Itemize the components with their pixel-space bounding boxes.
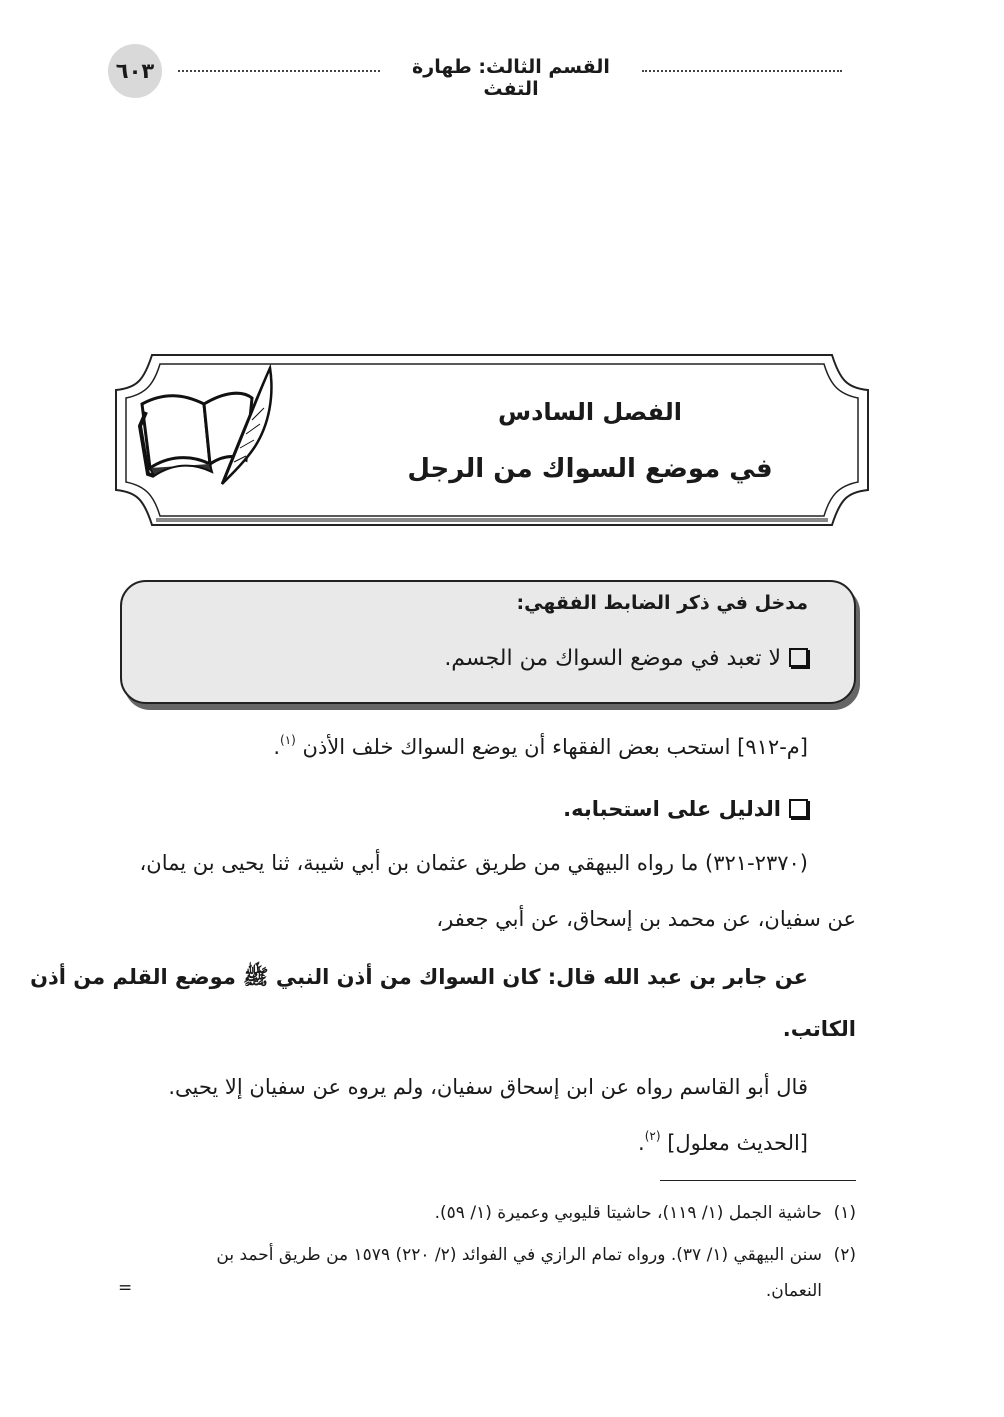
footnote-text: حاشية الجمل (١/ ١١٩)، حاشيتا قليوبي وعميرة (١/ ٥٩). (434, 1203, 822, 1223)
checkbox-bullet-icon (789, 799, 808, 818)
hadith-verdict (638, 1128, 808, 1161)
paragraph-issue (273, 732, 808, 765)
page-number: ٦٠٣ (108, 44, 162, 98)
footnote-2-continued: النعمان. (765, 1281, 822, 1301)
hadith-isnad-line2: عن سفيان، عن محمد بن إسحاق، عن أبي جعفر، (436, 907, 856, 931)
intro-heading: مدخل في ذكر الضابط الفقهي: (516, 592, 808, 614)
checkbox-bullet-icon (789, 648, 808, 667)
footnote-text: سنن البيهقي (١/ ٣٧). ورواه تمام الرازي في الفوائد (٢/ ٢٢٠) ١٥٧٩ من طريق أحمد بن (216, 1245, 822, 1265)
footnote-number: (٢) (833, 1245, 856, 1265)
chapter-title: الفصل السادس (497, 398, 683, 426)
paragraph-issue-text: [م-٩١٢] استحب بعض الفقهاء أن يوضع السواك خلف الأذن (302, 735, 808, 759)
header-dots-left (178, 70, 380, 72)
narrator-comment: قال أبو القاسم رواه عن ابن إسحاق سفيان، ولم يروه عن سفيان إلا يحيى. (168, 1075, 808, 1099)
paragraph-issue-end: . (273, 735, 280, 759)
footnote-ref-2: (٢) (644, 1129, 661, 1143)
evidence-heading (563, 794, 808, 824)
footnote-separator (660, 1180, 856, 1181)
hadith-verdict-text: [الحديث معلول] (667, 1131, 808, 1155)
running-title: القسم الثالث: طهارة التفث (412, 56, 610, 100)
chapter-subtitle: في موضع السواك من الرجل (407, 454, 773, 484)
footnote-ref-1: (١) (280, 733, 296, 747)
intro-rule (444, 646, 808, 671)
hadith-verdict-end: . (638, 1131, 645, 1155)
header-dots-right (642, 70, 842, 72)
book-and-quill-icon (134, 364, 284, 494)
continuation-mark: = (118, 1278, 133, 1298)
footnote-1 (435, 1200, 856, 1226)
hadith-matn-line2: الكاتب. (782, 1017, 856, 1041)
hadith-matn-line1: عن جابر بن عبد الله قال: كان السواك من أذن النبي ﷺ موضع القلم من أذن (30, 965, 808, 989)
hadith-isnad-line1: (٢٣٧٠-٣٢١) ما رواه البيهقي من طريق عثمان بن أبي شيبة، ثنا يحيى بن يمان، (139, 851, 808, 875)
evidence-heading-text: الدليل على استحبابه. (563, 797, 781, 821)
intro-rule-text: لا تعبد في موضع السواك من الجسم. (444, 646, 781, 671)
footnote-2 (116, 1242, 856, 1268)
footnote-number: (١) (833, 1203, 856, 1223)
